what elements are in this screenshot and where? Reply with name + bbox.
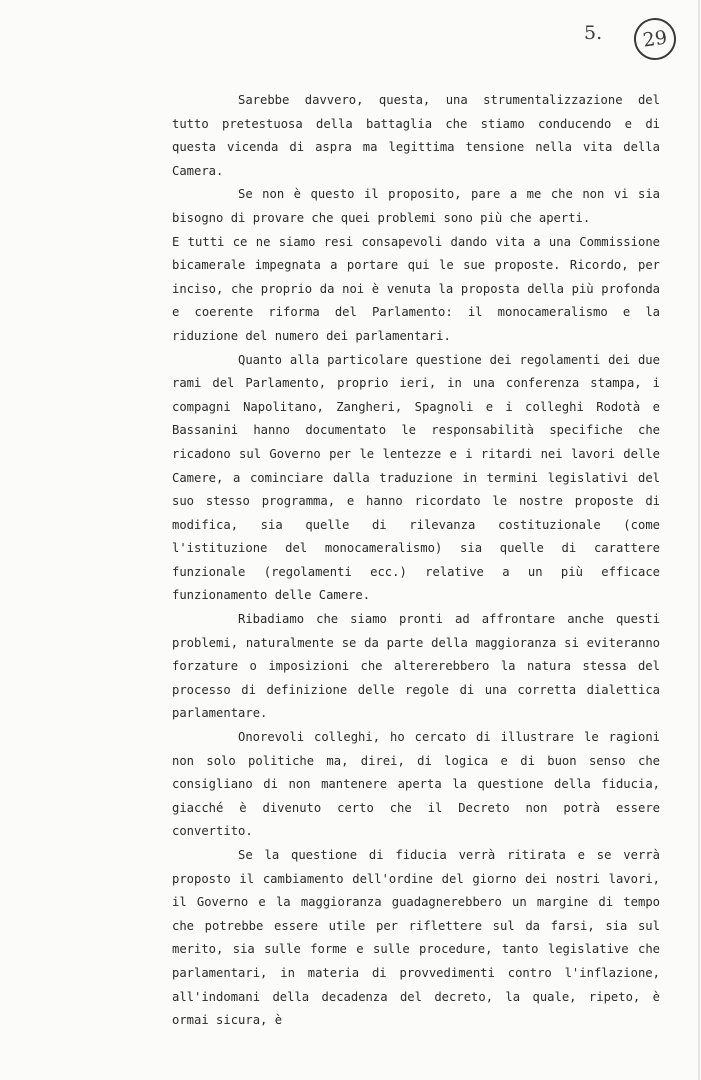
paragraph-1: Sarebbe davvero, questa, una strumentalizzazione del tutto pretestuosa della battaglia che stiamo conducendo e di questa vicenda di aspra ma legittima tensione nella vita della Camera. xyxy=(172,93,660,178)
paragraph-6: Onorevoli colleghi, ho cercato di illustrare le ragioni non solo politiche ma, direi, di logica e di buon senso che consigliano di non mantenere aperta la questione della fiducia, giacché è divenuto certo che il Decreto non potrà essere convertito. xyxy=(172,730,660,839)
paragraph-4: Quanto alla particolare questione dei regolamenti dei due rami del Parlamento, proprio ieri, in una conferenza stampa, i compagni Napolitano, Zangheri, Spagnoli e i colleghi Rodotà e Bassanini hanno documentato le responsabilità specifiche che ricadono sul Governo per le lentezze e i ritardi nei lavori delle Camere, a cominciare dalla traduzione in termini legislativi del suo stesso programma, e hanno ricordato le nostre proposte di modifica, sia quelle di rilevanza costituzionale (come l'istituzione del monocameralismo) sia quelle di carattere funzionale (regolamenti ecc.) relative a un più efficace funzionamento delle Camere. xyxy=(172,352,660,603)
scan-edge xyxy=(698,0,700,1080)
body-text xyxy=(172,89,660,1033)
page-stamp: 29 xyxy=(631,15,678,62)
paragraph-2: Se non è questo il proposito, pare a me che non vi sia bisogno di provare che quei problemi sono più che aperti. xyxy=(172,187,660,225)
paragraph-7: Se la questione di fiducia verrà ritirata e se verrà proposto il cambiamento dell'ordine del giorno dei nostri lavori, il Governo e la maggioranza guadagnerebbero un margine di tempo che potrebbe essere utile per riflettere sul da farsi, sia sul merito, sia sulle forme e sulle procedure, tanto legislative che parlamentari, in materia di provvedimenti contro l'inflazione, all'indomani della decadenza del decreto, la quale, ripeto, è ormai sicura, è xyxy=(172,848,660,1028)
page-number: 5. xyxy=(584,22,603,44)
paragraph-5: Ribadiamo che siamo pronti ad affrontare anche questi problemi, naturalmente se da parte della maggioranza si eviteranno forzature o imposizioni che altererebbero la natura stessa del processo di definizione delle regole di una corretta dialettica parlamentare. xyxy=(172,612,660,721)
paragraph-3: E tutti ce ne siamo resi consapevoli dando vita a una Commissione bicamerale impegnata a portare qui le sue proposte. Ricordo, per inciso, che proprio da noi è venuta la proposta della più profonda e coerente riforma del Parlamento: il monocameralismo e la riduzione del numero dei parlamentari. xyxy=(172,234,660,343)
